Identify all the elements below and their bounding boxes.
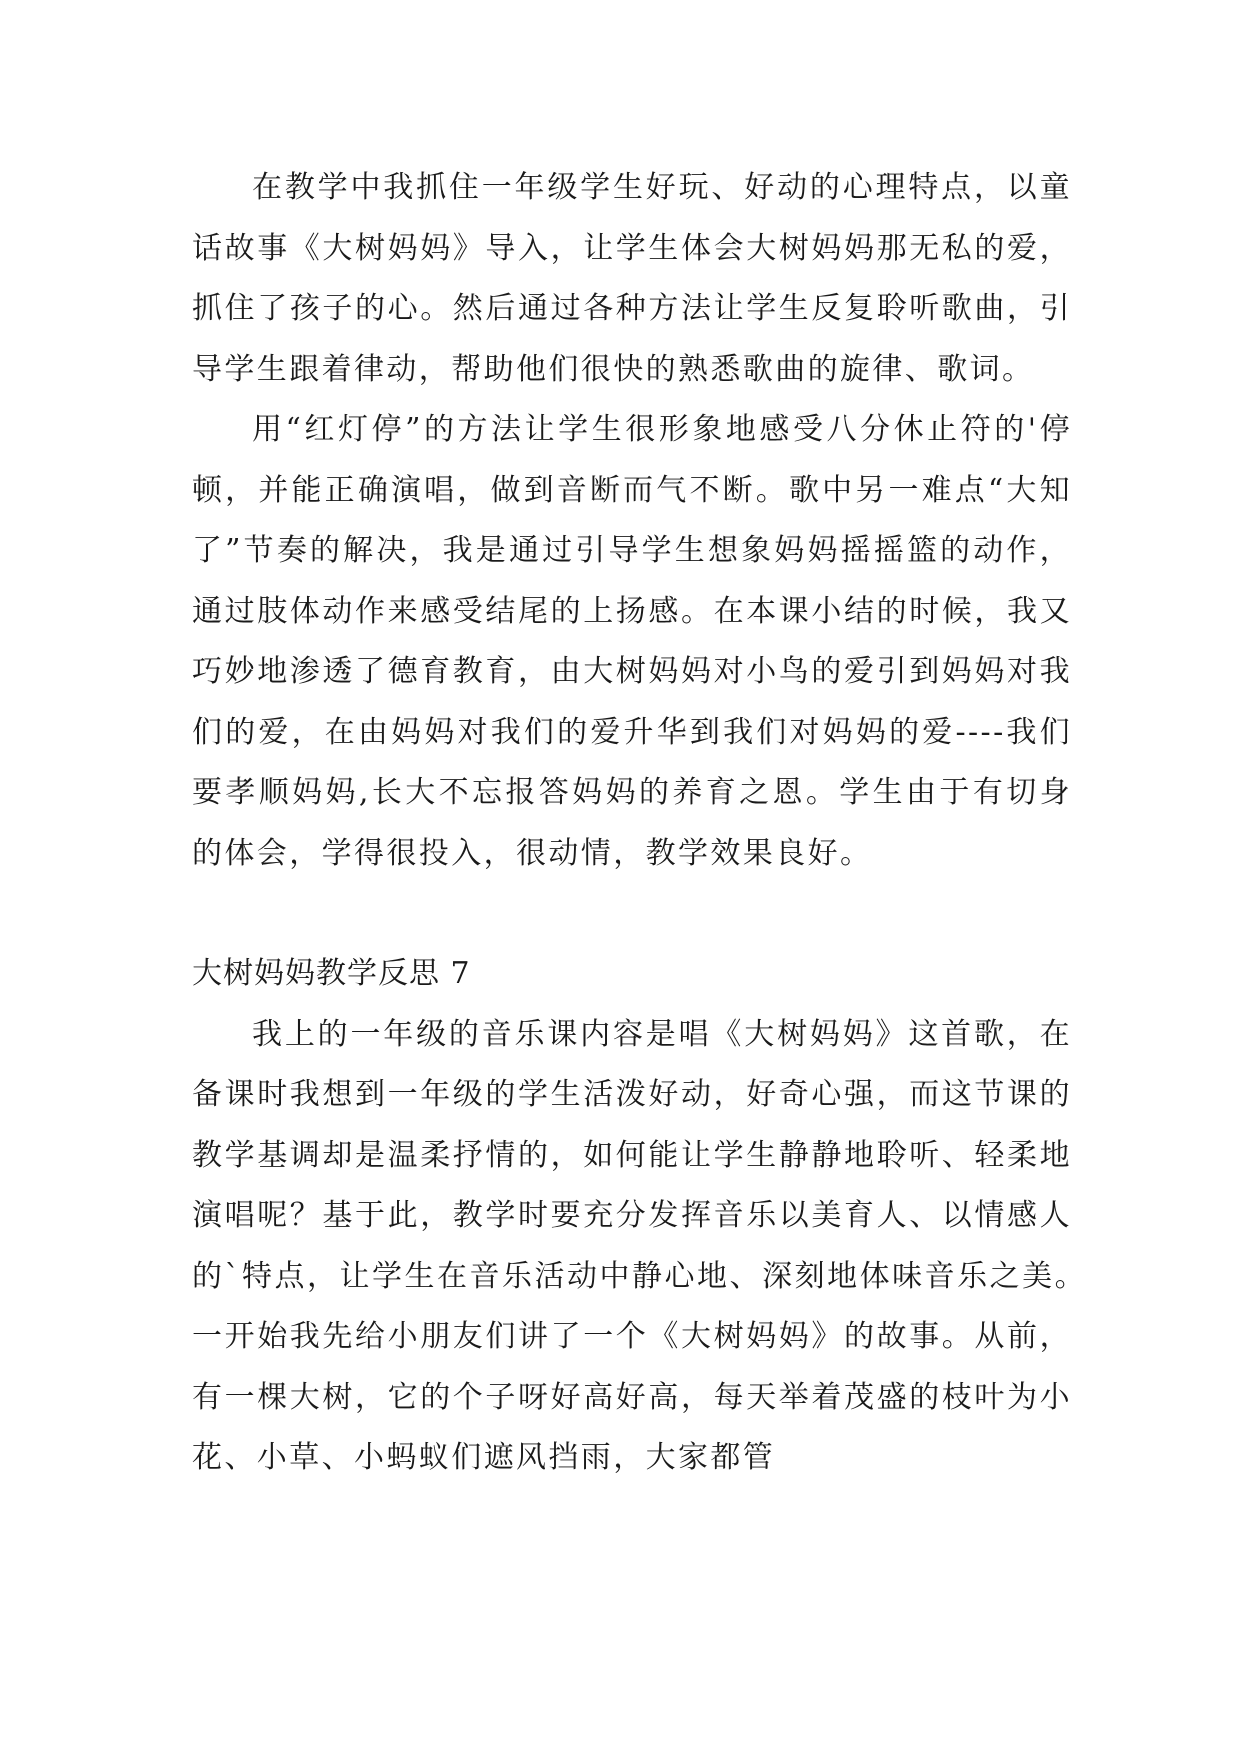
paragraph-lesson-story: 我上的一年级的音乐课内容是唱《大树妈妈》这首歌，在备课时我想到一年级的学生活泼好动，好奇心强，而这节课的教学基调却是温柔抒情的，如何能让学生静静地聆听、轻柔地演唱呢？基于此，教学时要充分发挥音乐以美育人、以情感人的`特点，让学生在音乐活动中静心地、深刻地体味音乐之美。 一开始我先给小朋友们讲了一个《大树妈妈》的故事。从前，有一棵大树，它的个子呀好高好高，每天举着茂盛的枝叶为小花、小草、小蚂蚁们遮风挡雨，大家都管 bbox=[192, 1016, 1105, 1475]
paragraph-red-light-method: 用“红灯停”的方法让学生很形象地感受八分休止符的'停顿，并能正确演唱，做到音断而气不断。歌中另一难点“大知了”节奏的解决，我是通过引导学生想象妈妈摇摇篮的动作，通过肢体动作来感受结尾的上扬感。在本课小结的时候，我又巧妙地渗透了德育教育，由大树妈妈对小鸟的爱引到妈妈对我们的爱，在由妈妈对我们的爱升华到我们对妈妈的爱----我们要孝顺妈妈,长大不忘报答妈妈的养育之恩。学生由于有切身的体会，学得很投入，很动情，教学效果良好。 bbox=[192, 412, 1072, 871]
document-body bbox=[192, 158, 1105, 1489]
paragraph-teaching-intro: 在教学中我抓住一年级学生好玩、好动的心理特点，以童话故事《大树妈妈》导入，让学生体会大树妈妈那无私的爱，抓住了孩子的心。然后通过各种方法让学生反复聆听歌曲，引导学生跟着律动，帮助他们很快的熟悉歌曲的旋律、歌词。 bbox=[192, 170, 1072, 387]
section-heading: 大树妈妈教学反思 7 bbox=[192, 956, 471, 991]
section-spacer bbox=[192, 884, 1072, 944]
